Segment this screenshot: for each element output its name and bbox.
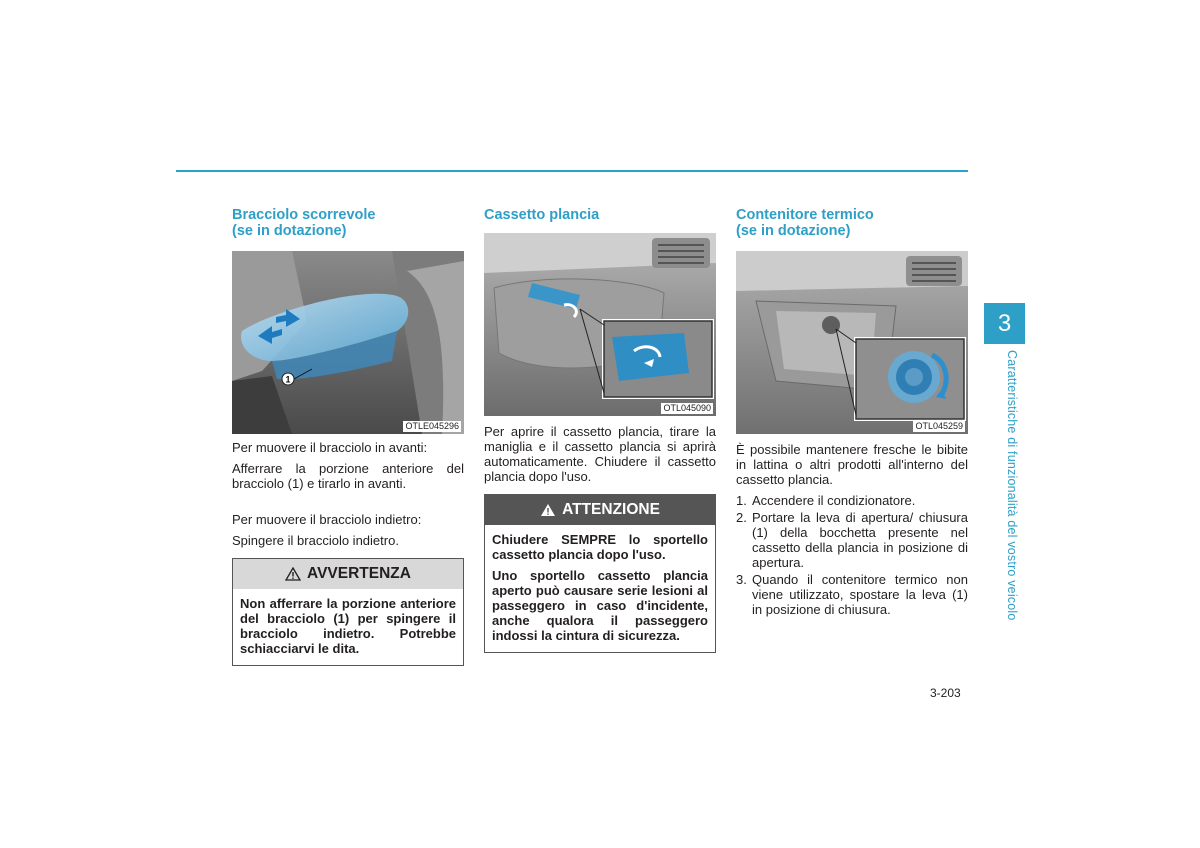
image-code: OTLE045296 xyxy=(405,421,459,431)
warning-header xyxy=(233,559,463,589)
paragraph: Afferrare la porzione anteriore del bracciolo (1) e tirarlo in avanti. xyxy=(232,461,464,491)
caution-header xyxy=(485,495,715,525)
warning-box xyxy=(232,558,464,666)
warning-triangle-icon xyxy=(285,567,301,581)
chapter-side-label: Caratteristiche di funzionalità del vostro veicolo xyxy=(1005,350,1019,621)
paragraph: Spingere il bracciolo indietro. xyxy=(232,533,399,548)
armrest-photo xyxy=(232,251,464,434)
cooling-illustration xyxy=(736,251,968,434)
cooling-heading: Contenitore termico (se in dotazione) xyxy=(736,207,874,239)
image-code: OTL045259 xyxy=(915,421,963,431)
glovebox-heading: Cassetto plancia xyxy=(484,207,600,223)
cooling-photo xyxy=(736,251,968,434)
armrest-illustration xyxy=(232,251,464,434)
caution-text: Chiudere SEMPRE lo sportello cassetto plancia dopo l'uso. xyxy=(492,532,708,562)
paragraph: È possibile mantenere fresche le bibite in lattina o altri prodotti all'interno del cassetto plancia. xyxy=(736,442,968,487)
chapter-tab: 3 xyxy=(984,303,1025,344)
glovebox-photo xyxy=(484,233,716,416)
page-number: 3-203 xyxy=(930,686,961,700)
top-rule xyxy=(176,170,968,172)
image-code: OTL045090 xyxy=(663,403,711,413)
column-cooling-box xyxy=(736,207,968,619)
caution-text: Uno sportello cassetto plancia aperto può causare serie lesioni al passeggero in caso d'incidente, anche qualora il passeggero indossi la cintura di sicurezza. xyxy=(492,568,708,643)
column-glovebox xyxy=(484,207,716,653)
paragraph: Per aprire il cassetto plancia, tirare la maniglia e il cassetto plancia si aprirà automaticamente. Chiudere il cassetto plancia dopo l'uso. xyxy=(484,424,716,484)
warning-text: Non afferrare la porzione anteriore del bracciolo (1) per spingere il bracciolo indietro. Potrebbe schiacciarvi le dita. xyxy=(240,596,456,656)
armrest-heading: Bracciolo scorrevole (se in dotazione) xyxy=(232,207,376,239)
step-list xyxy=(736,493,968,617)
list-item: 3. Quando il contenitore termico non viene utilizzato, spostare la leva (1) in posizione di chiusura. xyxy=(736,572,968,617)
caution-box xyxy=(484,494,716,653)
caution-body xyxy=(485,525,715,652)
list-item: 2. Portare la leva di apertura/ chiusura (1) della bocchetta presente nel cassetto della plancia in posizione di apertura. xyxy=(736,510,968,570)
callout-1: 1 xyxy=(285,374,291,385)
list-item: 1. Accendere il condizionatore. xyxy=(736,493,916,508)
warning-body xyxy=(233,589,463,665)
warning-triangle-icon xyxy=(540,503,556,517)
glovebox-illustration xyxy=(484,233,716,416)
warning-title: AVVERTENZA xyxy=(307,565,411,582)
paragraph: Per muovere il bracciolo in avanti: xyxy=(232,440,428,455)
caution-title: ATTENZIONE xyxy=(562,501,660,518)
column-armrest xyxy=(232,207,464,666)
paragraph: Per muovere il bracciolo indietro: xyxy=(232,512,422,527)
